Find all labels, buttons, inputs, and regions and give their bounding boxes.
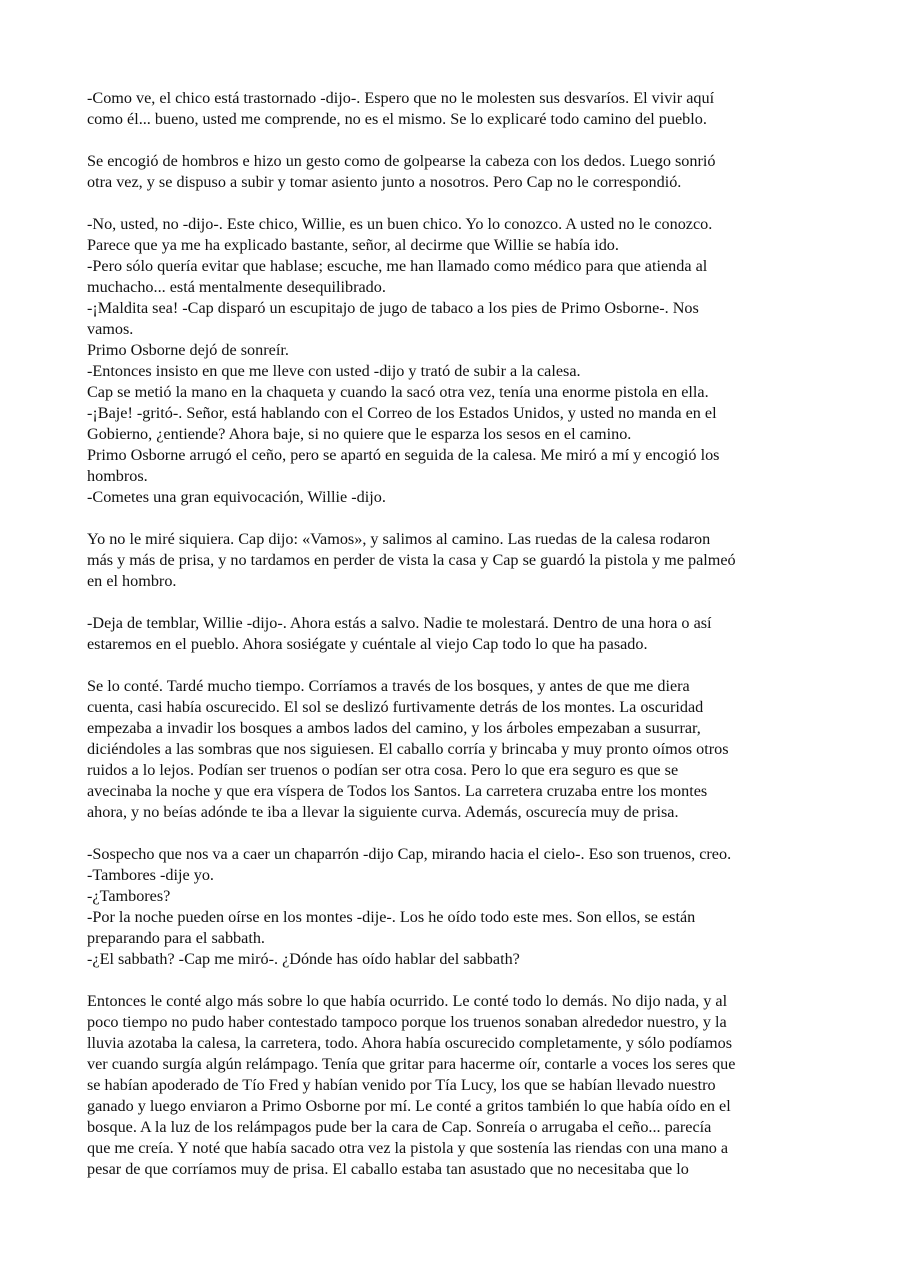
text-line: poco tiempo no pudo haber contestado tampoco porque los truenos sonaban alrededor nuestro, y la	[87, 1013, 727, 1031]
text-line: ver cuando surgía algún relámpago. Tenía que gritar para hacerme oír, contarle a voces los seres que	[87, 1055, 736, 1073]
paragraph-8	[87, 991, 822, 1180]
text-line: Primo Osborne arrugó el ceño, pero se apartó en seguida de la calesa. Me miró a mí y encogió los	[87, 446, 720, 464]
text-line: -Por la noche pueden oírse en los montes -dije-. Los he oído todo este mes. Son ellos, se están	[87, 908, 696, 926]
text-line: vamos.	[87, 320, 134, 338]
text-line: como él... bueno, usted me comprende, no es el mismo. Se lo explicaré todo camino del pueblo.	[87, 110, 707, 128]
text-line: diciéndoles a las sombras que nos siguiesen. El caballo corría y brincaba y muy pronto oímos otros	[87, 740, 729, 758]
text-line: estaremos en el pueblo. Ahora sosiégate y cuéntale al viejo Cap todo lo que ha pasado.	[87, 635, 648, 653]
text-line: que me creía. Y noté que había sacado otra vez la pistola y que sostenía las riendas con una mano a	[87, 1139, 729, 1157]
text-line: pesar de que corríamos muy de prisa. El caballo estaba tan asustado que no necesitaba que lo	[87, 1160, 689, 1178]
text-line: ganado y luego enviaron a Primo Osborne por mí. Le conté a gritos también lo que había oído en el	[87, 1097, 731, 1115]
paragraph-2	[87, 151, 822, 193]
text-line: Cap se metió la mano en la chaqueta y cuando la sacó otra vez, tenía una enorme pistola en ella.	[87, 383, 709, 401]
text-line: Entonces le conté algo más sobre lo que había ocurrido. Le conté todo lo demás. No dijo nada, y al	[87, 992, 728, 1010]
paragraph-5	[87, 613, 822, 655]
text-line: -¡Maldita sea! -Cap disparó un escupitajo de jugo de tabaco a los pies de Primo Osborne-. Nos	[87, 299, 699, 317]
paragraph-4	[87, 529, 822, 592]
text-line: otra vez, y se dispuso a subir y tomar asiento junto a nosotros. Pero Cap no le correspondió.	[87, 173, 682, 191]
paragraph-7	[87, 844, 822, 970]
text-line: Primo Osborne dejó de sonreír.	[87, 341, 289, 359]
text-line: bosque. A la luz de los relámpagos pude ber la cara de Cap. Sonreía o arrugaba el ceño... parecía	[87, 1118, 712, 1136]
text-line: Gobierno, ¿entiende? Ahora baje, si no quiere que le esparza los sesos en el camino.	[87, 425, 632, 443]
paragraph-1	[87, 88, 822, 130]
text-line: -¡Baje! -gritó-. Señor, está hablando con el Correo de los Estados Unidos, y usted no manda en el	[87, 404, 717, 422]
text-line: -Como ve, el chico está trastornado -dijo-. Espero que no le molesten sus desvaríos. El vivir aquí	[87, 89, 715, 107]
text-line: cuenta, casi había oscurecido. El sol se deslizó furtivamente detrás de los montes. La oscuridad	[87, 698, 704, 716]
paragraph-6	[87, 676, 822, 823]
paragraph-3	[87, 214, 822, 508]
text-line: -¿El sabbath? -Cap me miró-. ¿Dónde has oído hablar del sabbath?	[87, 950, 520, 968]
text-line: -¿Tambores?	[87, 887, 171, 905]
text-line: avecinaba la noche y que era víspera de Todos los Santos. La carretera cruzaba entre los montes	[87, 782, 708, 800]
text-line: Parece que ya me ha explicado bastante, señor, al decirme que Willie se había ido.	[87, 236, 619, 254]
text-line: se habían apoderado de Tío Fred y habían venido por Tía Lucy, los que se habían llevado nuestro	[87, 1076, 716, 1094]
text-line: preparando para el sabbath.	[87, 929, 265, 947]
text-line: lluvia azotaba la calesa, la carretera, todo. Ahora había oscurecido completamente, y sólo podíamos	[87, 1034, 732, 1052]
text-line: -Pero sólo quería evitar que hablase; escuche, me han llamado como médico para que atienda al	[87, 257, 708, 275]
text-line: Se encogió de hombros e hizo un gesto como de golpearse la cabeza con los dedos. Luego sonrió	[87, 152, 716, 170]
document-page	[87, 88, 822, 1180]
text-line: -Cometes una gran equivocación, Willie -dijo.	[87, 488, 386, 506]
text-line: muchacho... está mentalmente desequilibrado.	[87, 278, 386, 296]
text-line: ahora, y no beías adónde te iba a llevar la siguiente curva. Además, oscurecía muy de prisa.	[87, 803, 679, 821]
text-line: hombros.	[87, 467, 148, 485]
text-line: Se lo conté. Tardé mucho tiempo. Corríamos a través de los bosques, y antes de que me diera	[87, 677, 690, 695]
text-line: -No, usted, no -dijo-. Este chico, Willie, es un buen chico. Yo lo conozco. A usted no le conozco.	[87, 215, 713, 233]
text-line: Yo no le miré siquiera. Cap dijo: «Vamos», y salimos al camino. Las ruedas de la calesa rodaron	[87, 530, 711, 548]
text-line: en el hombro.	[87, 572, 177, 590]
text-line: -Deja de temblar, Willie -dijo-. Ahora estás a salvo. Nadie te molestará. Dentro de una hora o así	[87, 614, 712, 632]
text-line: ruidos a lo lejos. Podían ser truenos o podían ser otra cosa. Pero lo que era seguro es que se	[87, 761, 679, 779]
text-line: empezaba a invadir los bosques a ambos lados del camino, y los árboles empezaban a susurrar,	[87, 719, 701, 737]
text-line: más y más de prisa, y no tardamos en perder de vista la casa y Cap se guardó la pistola y me palmeó	[87, 551, 736, 569]
text-line: -Entonces insisto en que me lleve con usted -dijo y trató de subir a la calesa.	[87, 362, 581, 380]
text-line: -Tambores -dije yo.	[87, 866, 214, 884]
text-line: -Sospecho que nos va a caer un chaparrón -dijo Cap, mirando hacia el cielo-. Eso son truenos, creo.	[87, 845, 732, 863]
